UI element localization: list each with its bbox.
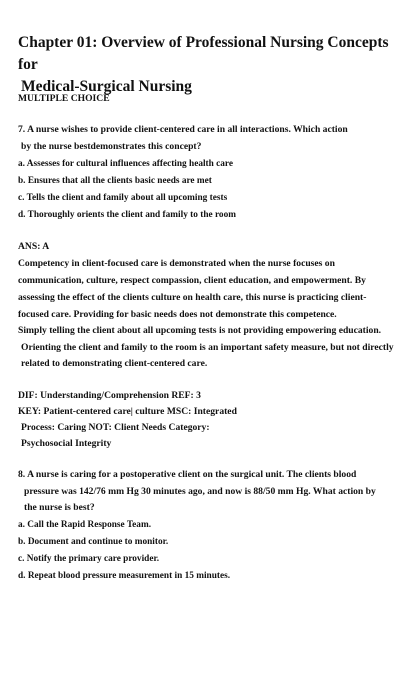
- q7-rationale-line-5: Simply telling the client about all upcoming tests is not providing empowering education.: [18, 325, 382, 336]
- section-heading: MULTIPLE CHOICE: [18, 93, 110, 104]
- q8-option-c: c. Notify the primary care provider.: [18, 554, 160, 564]
- q8-option-a: a. Call the Rapid Response Team.: [18, 520, 152, 530]
- q7-option-d: d. Thoroughly orients the client and family to the room: [18, 210, 236, 220]
- q7-rationale-line-2: communication, culture, respect compassion, client education, and empowerment. By: [18, 275, 366, 286]
- q7-meta-process: Process: Caring NOT: Client Needs Category:: [21, 422, 210, 433]
- chapter-title: [18, 32, 410, 98]
- q7-rationale-line-1: Competency in client-focused care is demonstrated when the nurse focuses on: [18, 258, 335, 269]
- q7-meta-difficulty: DIF: Understanding/Comprehension REF: 3: [18, 390, 201, 401]
- q7-rationale-line-6: Orienting the client and family to the room is an important safety measure, but not directly: [21, 342, 394, 353]
- q7-rationale-line-3: assessing the effect of the clients culture on health care, this nurse is practicing client-: [18, 292, 367, 303]
- q8-stem-line-2: pressure was 142/76 mm Hg 30 minutes ago, and now is 88/50 mm Hg. What action by: [24, 486, 376, 497]
- q7-stem-line-2: by the nurse bestdemonstrates this concept?: [21, 141, 202, 152]
- q8-stem-line-3: the nurse is best?: [24, 502, 95, 513]
- q8-option-d: d. Repeat blood pressure measurement in 15 minutes.: [18, 571, 231, 581]
- q7-stem-line-1: 7. A nurse wishes to provide client-centered care in all interactions. Which action: [18, 124, 348, 135]
- q7-option-c: c. Tells the client and family about all upcoming tests: [18, 193, 228, 203]
- q8-stem-line-1: 8. A nurse is caring for a postoperative client on the surgical unit. The clients blood: [18, 469, 357, 480]
- q7-rationale-line-7: related to demonstrating client-centered care.: [21, 358, 208, 369]
- q7-rationale-line-4: focused care. Providing for basic needs does not demonstrate this competence.: [18, 309, 337, 320]
- chapter-title-line-1: Chapter 01: Overview of Professional Nursing Concepts for: [18, 34, 389, 73]
- q7-answer: ANS: A: [18, 241, 50, 252]
- q7-meta-category: Psychosocial Integrity: [21, 438, 112, 449]
- q7-option-b: b. Ensures that all the clients basic needs are met: [18, 176, 212, 186]
- q7-option-a: a. Assesses for cultural influences affecting health care: [18, 159, 234, 169]
- chapter-title-line-2: Medical-Surgical Nursing: [21, 78, 192, 95]
- q7-meta-key: KEY: Patient-centered care| culture MSC: Integrated: [18, 406, 237, 417]
- q8-option-b: b. Document and continue to monitor.: [18, 537, 169, 547]
